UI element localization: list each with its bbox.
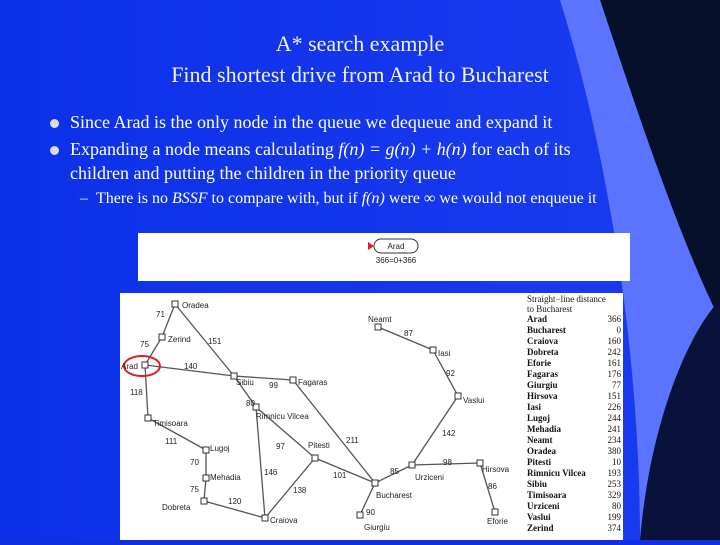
city-label-lugoj: Lugoj [210,444,230,453]
distance-rimnicu-pitesti: 97 [276,442,285,451]
heuristic-city: Eforie [527,358,551,368]
city-marker [172,301,178,307]
city-marker [312,455,318,461]
city-label-dobreta: Dobreta [162,503,191,512]
sub-bullet-prefix: There is no [96,190,172,207]
distance-bucharest-giurgiu: 90 [366,508,375,517]
bullet-2-prefix: Expanding a node means calculating [70,139,339,159]
city-label-pitesti: Pitesti [308,441,330,450]
city-marker [262,515,268,521]
heuristic-value: 241 [607,424,621,434]
arad-node-value: 366=0+366 [375,256,417,265]
romania-map [120,293,623,540]
city-label-sibiu: Sibiu [236,378,254,387]
heuristic-value: 80 [612,501,621,511]
heuristic-city: Pitesti [527,457,551,467]
bullet-2-formula: f(n) = g(n) + h(n) [338,139,467,159]
city-label-timisoara: Timisoara [153,419,188,428]
distance-vaslui-iasi: 92 [446,369,455,378]
sub-bullet-dash: – [80,190,88,207]
city-marker [145,415,151,421]
heuristic-value: 77 [612,380,621,390]
distance-urziceni-vaslui: 142 [442,429,456,438]
heuristic-city: Lugoj [527,413,551,423]
city-label-arad: Arad [121,362,138,371]
heuristic-table-title-1: Straight−line distance [527,294,606,304]
road-arad-timisoara [145,365,148,418]
bullet-dot-1 [50,119,59,128]
distance-fagaras-bucharest: 211 [346,436,359,445]
slide-subtitle: Find shortest drive from Arad to Bucharest [171,62,549,87]
bullet-2-suffix: for each of its [466,139,571,159]
city-marker [201,498,207,504]
sub-bullet-rest: were ∞ we would not enqueue it [384,190,597,207]
city-label-oradea: Oradea [182,301,209,310]
distance-iasi-neamt: 87 [404,329,413,338]
heuristic-city: Dobreta [527,347,559,357]
distance-mehadia-dobreta: 75 [190,485,199,494]
heuristic-value: 253 [607,479,621,489]
heuristic-city: Iasi [527,402,542,412]
city-marker [203,475,209,481]
heuristic-value: 160 [607,336,621,346]
heuristic-city: Vaslui [527,512,551,522]
distance-timisoara-lugoj: 111 [165,437,178,446]
city-label-iasi: Iasi [438,349,451,358]
road-rimnicu-craiova [256,407,265,518]
distance-urziceni-hirsova: 98 [443,458,452,467]
heuristic-value: 151 [607,391,621,401]
heuristic-value: 0 [616,325,621,335]
city-marker [290,377,296,383]
city-label-fagaras: Fagaras [298,378,328,387]
city-label-zerind: Zerind [168,335,191,344]
heuristic-city: Oradea [527,446,556,456]
heuristic-value: 161 [607,358,621,368]
heuristic-table [527,294,622,533]
heuristic-city: Mehadia [527,424,562,434]
arad-node-label: Arad [387,242,405,251]
heuristic-value: 193 [607,468,621,478]
heuristic-city: Giurgiu [527,380,558,390]
city-label-neamt: Neamt [368,315,392,324]
city-label-vaslui: Vaslui [463,396,485,405]
city-marker [203,447,209,453]
city-label-giurgiu: Giurgiu [364,523,390,532]
sub-bullet-middle: to compare with, but if [207,190,362,207]
heuristic-table-rows [527,314,622,533]
city-marker [409,462,415,468]
distance-craiova-pitesti: 138 [293,486,307,495]
heuristic-value: 374 [607,523,621,533]
heuristic-value: 234 [607,435,621,445]
city-label-bucharest: Bucharest [376,491,413,500]
heuristic-value: 242 [607,347,621,357]
heuristic-city: Sibiu [527,479,548,489]
heuristic-city: Timisoara [527,490,567,500]
distance-hirsova-eforie: 86 [488,482,497,491]
heuristic-city: Urziceni [527,501,560,511]
bullet-2 [70,138,571,160]
road-craiova-pitesti [265,458,315,518]
heuristic-city: Bucharest [527,325,566,335]
distance-pitesti-bucharest: 101 [333,471,347,480]
romania-map-panel [120,293,623,540]
distance-sibiu-fagaras: 99 [269,381,278,390]
city-marker [430,347,436,353]
city-marker [142,362,148,368]
heuristic-value: 10 [612,457,621,467]
city-marker [159,334,165,340]
bullet-dot-2 [50,146,59,155]
distance-sibiu-rimnicu: 80 [246,399,255,408]
heuristic-value: 366 [607,314,621,324]
city-label-urziceni: Urziceni [415,473,444,482]
sub-bullet [80,189,597,209]
distance-arad-sibiu: 140 [184,362,198,371]
city-marker [492,509,498,515]
distance-dobreta-craiova: 120 [228,497,242,506]
heuristic-value: 226 [607,402,621,412]
start-arrow-icon [368,242,374,250]
city-label-hirsova: Hirsova [482,465,510,474]
heuristic-city: Neamt [527,435,553,445]
bullet-1: Since Arad is the only node in the queue we dequeue and expand it [70,112,553,132]
city-marker [375,324,381,330]
heuristic-table-title-2: to Bucharest [527,304,573,314]
search-tree-panel [138,233,630,281]
heuristic-value: 380 [607,446,621,456]
city-marker [357,512,363,518]
distance-oradea-sibiu: 151 [208,337,222,346]
distance-zerind-arad: 75 [140,340,149,349]
sub-bullet-fn: f(n) [361,190,385,207]
search-tree-svg [138,233,630,281]
road-fagaras-bucharest [293,380,375,483]
heuristic-value: 329 [607,490,621,500]
distance-rimnicu-craiova: 146 [264,468,278,477]
distance-bucharest-urziceni: 85 [390,467,399,476]
sub-bullet-bssf: BSSF [171,190,208,207]
city-label-eforie: Eforie [487,517,508,526]
heuristic-city: Arad [527,314,547,324]
heuristic-value: 199 [607,512,621,522]
heuristic-city: Zerind [527,523,554,533]
city-marker [372,480,378,486]
heuristic-city: Hirsova [527,391,558,401]
heuristic-value: 244 [607,413,621,423]
city-label-mehadia: Mehadia [210,473,241,482]
city-label-rimnicu-vilcea: Rimnicu Vilcea [256,412,309,421]
bullet-2-line2: children and putting the children in the priority queue [70,163,456,183]
heuristic-city: Craiova [527,336,558,346]
distance-oradea-zerind: 71 [156,310,165,319]
distance-lugoj-mehadia: 70 [190,458,199,467]
heuristic-city: Fagaras [527,369,558,379]
road-oradea-zerind [162,304,175,337]
heuristic-city: Rimnicu Vilcea [527,468,586,478]
slide-title: A* search example [275,31,445,56]
heuristic-value: 176 [607,369,621,379]
city-marker [455,393,461,399]
city-label-craiova: Craiova [270,516,298,525]
distance-arad-timisoara: 118 [130,388,143,397]
